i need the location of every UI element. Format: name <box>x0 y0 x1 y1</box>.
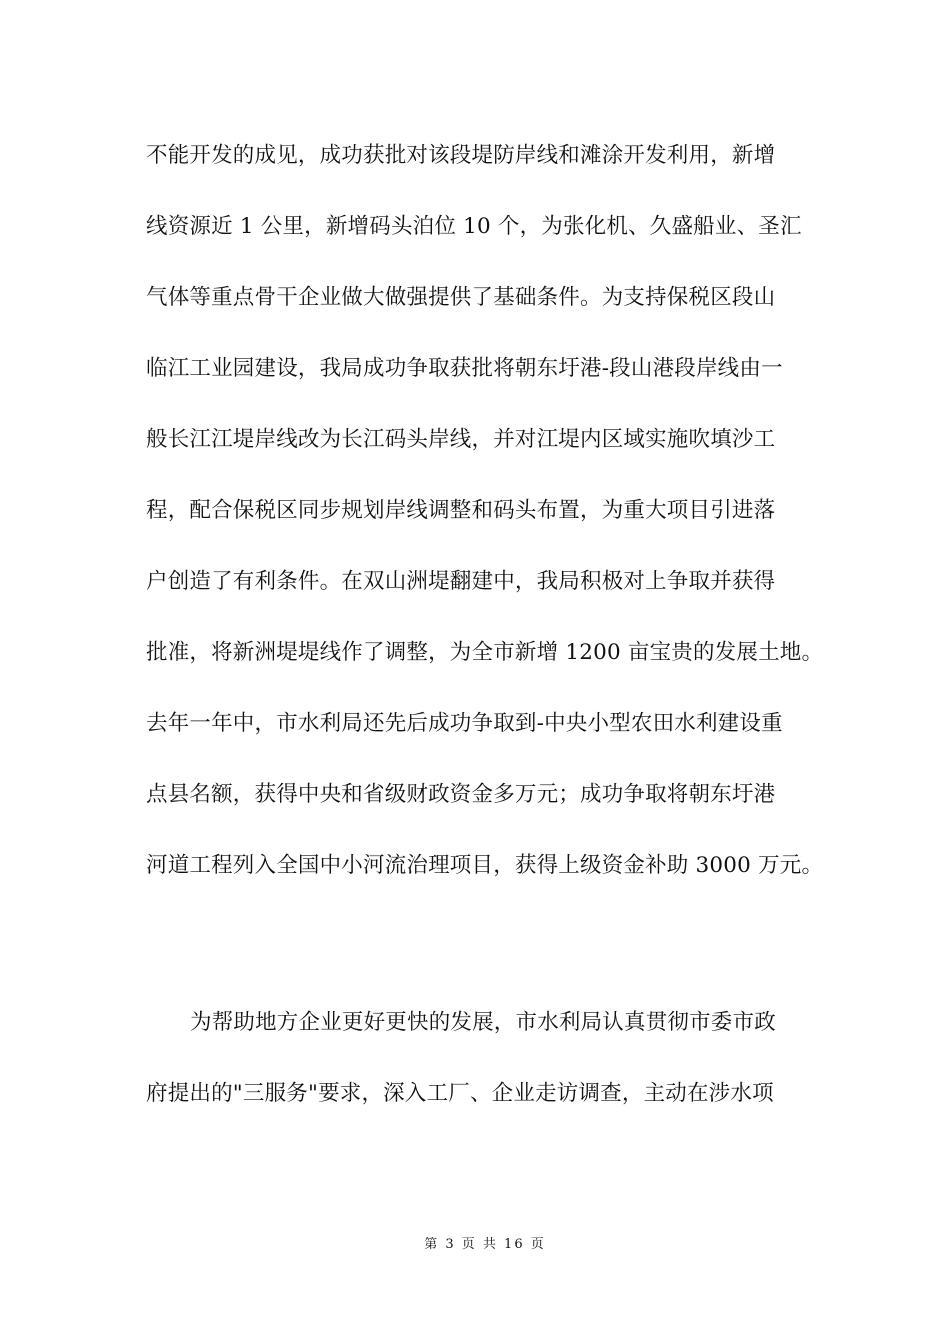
paragraph-1-line-11: 河道工程列入全国中小河流治理项目，获得上级资金补助 3000 万元。 <box>146 853 824 878</box>
paragraph-1-line-9: 去年一年中，市水利局还先后成功争取到-中央小型农田水利建设重 <box>146 711 783 736</box>
paragraph-1-line-8: 批准，将新洲堤堤线作了调整，为全市新增 1200 亩宝贵的发展土地。 <box>146 640 824 665</box>
paragraph-2-line-1: 为帮助地方企业更好更快的发展，市水利局认真贯彻市委市政 <box>190 1010 776 1035</box>
paragraph-1-line-7: 户创造了有利条件。在双山洲堤翻建中，我局积极对上争取并获得 <box>146 569 776 594</box>
paragraph-1-line-1: 不能开发的成见，成功获批对该段堤防岸线和滩涂开发利用，新增 <box>146 143 776 168</box>
paragraph-1-line-2: 线资源近 1 公里，新增码头泊位 10 个，为张化机、久盛船业、圣汇 <box>146 214 802 239</box>
paragraph-1-line-3: 气体等重点骨干企业做大做强提供了基础条件。为支持保税区段山 <box>146 285 776 310</box>
page-number-footer: 第 3 页 共 16 页 <box>424 1237 546 1252</box>
paragraph-1-line-5: 般长江江堤岸线改为长江码头岸线，并对江堤内区域实施吹填沙工 <box>146 427 776 452</box>
paragraph-1-line-4: 临江工业园建设，我局成功争取获批将朝东圩港-段山港段岸线由一 <box>146 356 783 381</box>
paragraph-1-line-6: 程，配合保税区同步规划岸线调整和码头布置，为重大项目引进落 <box>146 498 776 523</box>
paragraph-1-line-10: 点县名额，获得中央和省级财政资金多万元；成功争取将朝东圩港 <box>146 782 776 807</box>
paragraph-2-line-2: 府提出的"三服务"要求，深入工厂、企业走访调查，主动在涉水项 <box>146 1081 774 1106</box>
